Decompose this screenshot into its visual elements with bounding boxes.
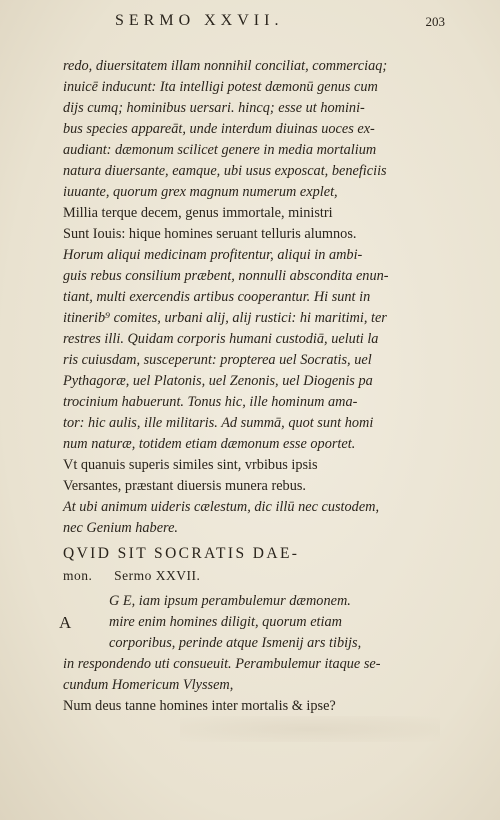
text-line: audiant: dæmonum scilicet genere in media mortalium — [63, 142, 377, 158]
text-line: bus species appareāt, unde interdum diuinas uoces ex- — [63, 121, 375, 137]
paragraph-first-line: G E, iam ipsum perambulemur dæmonem. — [109, 593, 351, 609]
verse-line: Num deus tanne homines inter mortalis & ipse? — [63, 698, 336, 714]
text-line: Horum aliqui medicinam profitentur, aliqui in ambi- — [63, 247, 363, 263]
text-line: in respondendo uti consueuit. Perambulemur itaque se- — [63, 656, 381, 672]
page-header — [115, 12, 445, 38]
paragraph-line: mire enim homines diligit, quorum etiam — [109, 614, 342, 630]
text-line: natura diuersante, eamque, ubi usus exposcat, beneficiis — [63, 163, 387, 179]
text-line: tiant, multi exercendis artibus cooperantur. Hi sunt in — [63, 289, 371, 305]
chapter-subheading-a: mon. — [63, 568, 93, 583]
text-line: At ubi animum uideris cælestum, dic illū nec custodem, — [63, 499, 380, 515]
chapter-heading: QVID SIT SOCRATIS DAE- — [63, 545, 300, 562]
text-line: num naturæ, totidem etiam dæmonum esse oportet. — [63, 436, 356, 452]
verse-line: Vt quanuis superis similes sint, vrbibus ipsis — [63, 457, 318, 473]
text-line: trocinium habuerunt. Tonus hic, ille hominum ama- — [63, 394, 358, 410]
text-line: ris cuiusdam, susceperunt: propterea uel Socratis, uel — [63, 352, 372, 368]
text-line: corporibus, perinde atque Ismenij ars tibijs, — [109, 635, 362, 651]
text-line: nec Genium habere. — [63, 520, 178, 536]
page-stain — [180, 716, 440, 742]
text-line: itinerib⁹ comites, urbani alij, alij rustici: hi maritimi, ter — [63, 310, 387, 326]
text-line: tor: hic aulis, ille militaris. Ad summā, quot sunt homi — [63, 415, 374, 431]
chapter-subheading-b: Sermo XXVII. — [114, 568, 201, 583]
drop-capital: A — [59, 613, 72, 632]
text-line: guis rebus consilium præbent, nonnulli abscondita enun- — [63, 268, 389, 284]
verse-line: Sunt Iouis: hique homines seruant telluris alumnos. — [63, 226, 357, 242]
text-line: redo, diuersitatem illam nonnihil conciliat, commerciaq; — [63, 58, 388, 74]
text-line — [59, 612, 408, 633]
text-line: dijs cumq; hominibus uersari. hincq; esse ut homini- — [63, 100, 365, 116]
text-line: restres illi. Quidam corporis humani custodiā, ueluti la — [63, 331, 379, 347]
verse-line: Versantes, præstant diuersis munera rebus. — [63, 478, 306, 494]
text-line: iuuante, quorum grex magnum numerum explet, — [63, 184, 338, 200]
text-line: inuicē inducunt: Ita intelligi potest dæmonū genus cum — [63, 79, 378, 95]
verse-line: Millia terque decem, genus immortale, ministri — [63, 205, 333, 221]
page-number: 203 — [425, 14, 445, 29]
text-line: Pythagoræ, uel Platonis, uel Zenonis, uel Diogenis pa — [63, 373, 373, 389]
body-text — [59, 56, 408, 717]
running-head: SERMO XXVII. — [115, 12, 284, 29]
text-line — [63, 591, 408, 612]
text-line: cundum Homericum Vlyssem, — [63, 677, 234, 693]
chapter-subheading — [63, 565, 408, 587]
